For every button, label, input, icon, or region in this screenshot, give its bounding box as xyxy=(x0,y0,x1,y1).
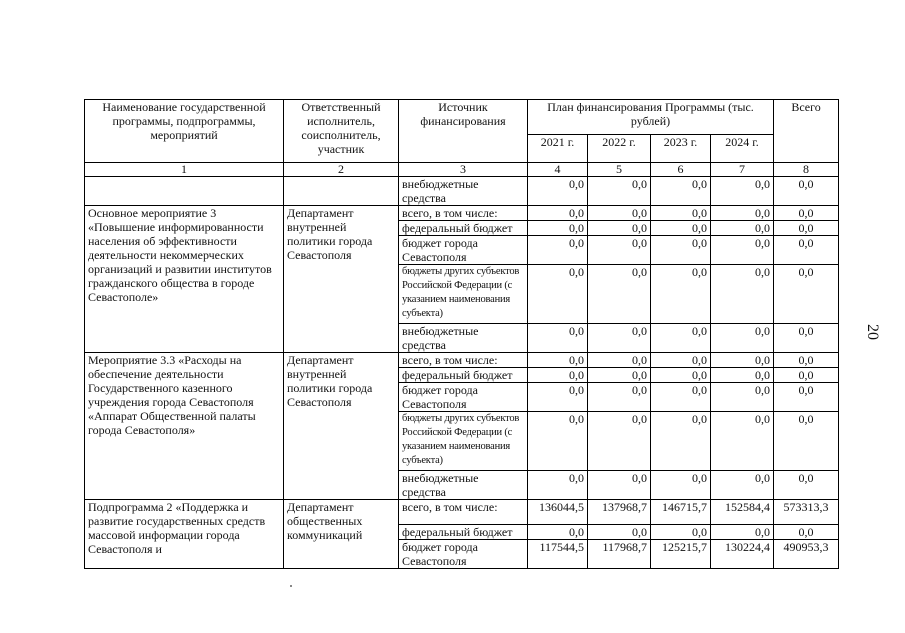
year-value: 0,0 xyxy=(711,206,774,221)
column-number: 1 xyxy=(85,163,284,177)
year-value: 117968,7 xyxy=(588,540,651,569)
year-value: 0,0 xyxy=(528,471,588,500)
column-number: 2 xyxy=(284,163,399,177)
header-year: 2022 г. xyxy=(588,135,651,163)
year-value: 0,0 xyxy=(588,368,651,383)
year-value: 0,0 xyxy=(588,412,651,471)
year-value: 152584,4 xyxy=(711,500,774,525)
responsible-executor xyxy=(284,177,399,206)
year-value: 130224,4 xyxy=(711,540,774,569)
column-number: 6 xyxy=(651,163,711,177)
year-value: 0,0 xyxy=(711,353,774,368)
year-value: 0,0 xyxy=(528,221,588,236)
header-source: Источник финансирования xyxy=(399,100,528,163)
total-value: 0,0 xyxy=(774,471,839,500)
year-value: 0,0 xyxy=(651,324,711,353)
year-value: 0,0 xyxy=(711,265,774,324)
table-row xyxy=(85,500,839,525)
funding-source: внебюджетные средства xyxy=(399,324,528,353)
year-value: 0,0 xyxy=(528,383,588,412)
total-value: 0,0 xyxy=(774,324,839,353)
table-row xyxy=(85,206,839,221)
header-executor: Ответственный исполнитель, соисполнитель, участник xyxy=(284,100,399,163)
header-year: 2024 г. xyxy=(711,135,774,163)
table-row xyxy=(85,177,839,206)
year-value: 0,0 xyxy=(528,236,588,265)
column-number: 3 xyxy=(399,163,528,177)
responsible-executor: Департамент внутренней политики города Севастополя xyxy=(284,206,399,353)
year-value: 0,0 xyxy=(528,206,588,221)
funding-source: бюджеты других субъектов Российской Федерации (с указанием наименования субъекта) xyxy=(399,265,528,324)
header-name: Наименование государственной программы, подпрограммы, мероприятий xyxy=(85,100,284,163)
year-value: 0,0 xyxy=(528,177,588,206)
year-value: 0,0 xyxy=(588,206,651,221)
year-value: 136044,5 xyxy=(528,500,588,525)
year-value: 0,0 xyxy=(711,236,774,265)
column-number: 4 xyxy=(528,163,588,177)
year-value: 0,0 xyxy=(711,221,774,236)
total-value: 0,0 xyxy=(774,412,839,471)
column-number: 5 xyxy=(588,163,651,177)
year-value: 0,0 xyxy=(651,206,711,221)
total-value: 0,0 xyxy=(774,368,839,383)
year-value: 0,0 xyxy=(711,324,774,353)
funding-source: бюджеты других субъектов Российской Федерации (с указанием наименования субъекта) xyxy=(399,412,528,471)
measure-name: Мероприятие 3.3 «Расходы на обеспечение деятельности Государственного казенного учреждения города Севастополя «Аппарат Общественной палаты города Севастополя» xyxy=(85,353,284,500)
year-value: 0,0 xyxy=(651,265,711,324)
year-value: 0,0 xyxy=(651,353,711,368)
table-row xyxy=(85,353,839,368)
year-value: 0,0 xyxy=(588,324,651,353)
header-plan: План финансирования Программы (тыс. рублей) xyxy=(528,100,774,135)
funding-source: внебюджетные средства xyxy=(399,471,528,500)
column-number: 8 xyxy=(774,163,839,177)
funding-source: бюджет города Севастополя xyxy=(399,236,528,265)
funding-source: бюджет города Севастополя xyxy=(399,383,528,412)
responsible-executor: Департамент внутренней политики города Севастополя xyxy=(284,353,399,500)
total-value: 0,0 xyxy=(774,265,839,324)
year-value: 0,0 xyxy=(588,221,651,236)
page-number: 20 xyxy=(864,324,881,340)
year-value: 0,0 xyxy=(711,412,774,471)
financing-table xyxy=(84,99,839,569)
total-value: 0,0 xyxy=(774,221,839,236)
year-value: 125215,7 xyxy=(651,540,711,569)
year-value: 146715,7 xyxy=(651,500,711,525)
year-value: 0,0 xyxy=(651,412,711,471)
year-value: 0,0 xyxy=(588,525,651,540)
column-number: 7 xyxy=(711,163,774,177)
year-value: 0,0 xyxy=(651,236,711,265)
year-value: 0,0 xyxy=(528,525,588,540)
year-value: 0,0 xyxy=(651,471,711,500)
total-value: 0,0 xyxy=(774,206,839,221)
total-value: 573313,3 xyxy=(774,500,839,525)
total-value: 490953,3 xyxy=(774,540,839,569)
measure-name: Основное мероприятие 3 «Повышение информированности населения об эффективности деятельности некоммерческих организаций и развитии институтов гражданского общества в городе Севастополе» xyxy=(85,206,284,353)
year-value: 0,0 xyxy=(651,368,711,383)
measure-name: Подпрограмма 2 «Поддержка и развитие государственных средств массовой информации города Севастополя и xyxy=(85,500,284,569)
funding-source: внебюджетные средства xyxy=(399,177,528,206)
year-value: 0,0 xyxy=(528,412,588,471)
year-value: 117544,5 xyxy=(528,540,588,569)
year-value: 0,0 xyxy=(651,383,711,412)
year-value: 0,0 xyxy=(651,525,711,540)
year-value: 0,0 xyxy=(588,177,651,206)
year-value: 0,0 xyxy=(711,471,774,500)
responsible-executor: Департамент общественных коммуникаций xyxy=(284,500,399,569)
year-value: 0,0 xyxy=(588,265,651,324)
total-value: 0,0 xyxy=(774,353,839,368)
table-body xyxy=(85,177,839,569)
year-value: 137968,7 xyxy=(588,500,651,525)
year-value: 0,0 xyxy=(528,368,588,383)
year-value: 0,0 xyxy=(651,221,711,236)
year-value: 0,0 xyxy=(528,353,588,368)
year-value: 0,0 xyxy=(588,353,651,368)
funding-source: федеральный бюджет xyxy=(399,368,528,383)
year-value: 0,0 xyxy=(651,177,711,206)
funding-source: всего, в том числе: xyxy=(399,353,528,368)
year-value: 0,0 xyxy=(588,236,651,265)
total-value: 0,0 xyxy=(774,525,839,540)
total-value: 0,0 xyxy=(774,177,839,206)
year-value: 0,0 xyxy=(528,265,588,324)
header-total: Всего xyxy=(774,100,839,163)
scan-speck xyxy=(290,585,292,587)
funding-source: всего, в том числе: xyxy=(399,500,528,525)
funding-source: всего, в том числе: xyxy=(399,206,528,221)
total-value: 0,0 xyxy=(774,236,839,265)
header-year: 2021 г. xyxy=(528,135,588,163)
year-value: 0,0 xyxy=(711,383,774,412)
year-value: 0,0 xyxy=(528,324,588,353)
header-year: 2023 г. xyxy=(651,135,711,163)
year-value: 0,0 xyxy=(588,471,651,500)
measure-name xyxy=(85,177,284,206)
year-value: 0,0 xyxy=(711,177,774,206)
funding-source: федеральный бюджет xyxy=(399,525,528,540)
year-value: 0,0 xyxy=(588,383,651,412)
year-value: 0,0 xyxy=(711,368,774,383)
funding-source: бюджет города Севастополя xyxy=(399,540,528,569)
total-value: 0,0 xyxy=(774,383,839,412)
year-value: 0,0 xyxy=(711,525,774,540)
funding-source: федеральный бюджет xyxy=(399,221,528,236)
